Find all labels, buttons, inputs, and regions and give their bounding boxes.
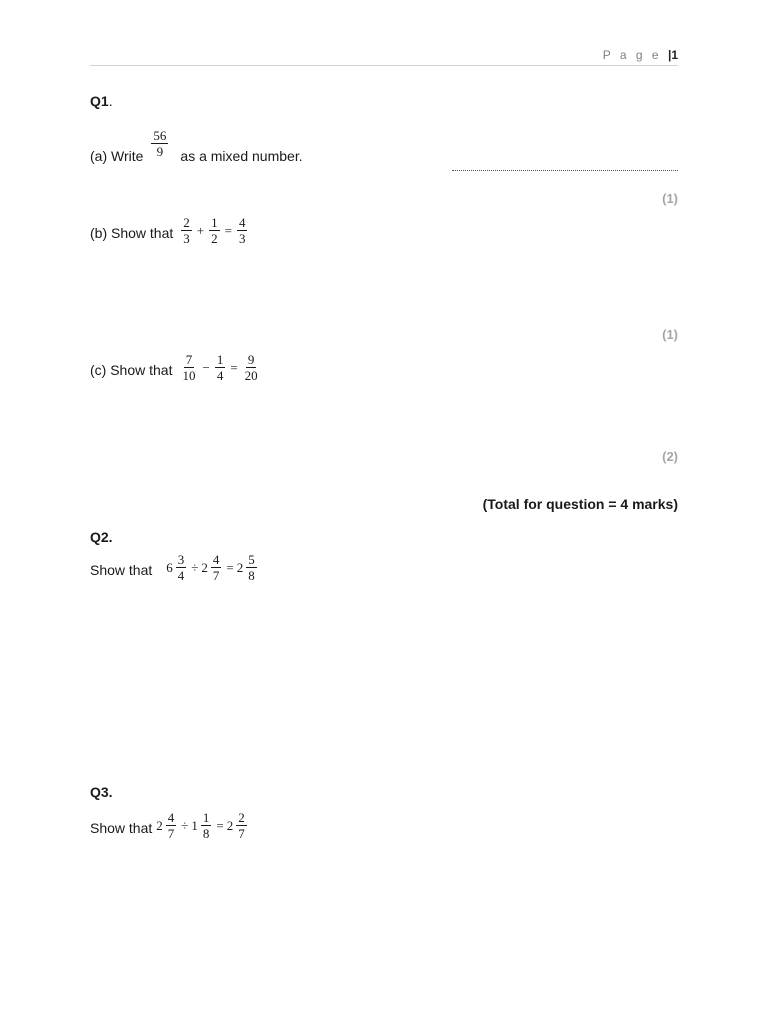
q1b-line [90,215,249,246]
q3-whole-2: 1 [191,817,198,833]
q1b-f1-den: 3 [183,231,190,246]
q1c-f1-den: 10 [182,368,196,383]
q3-f3-num: 2 [238,810,245,825]
q2-whole-2: 2 [201,559,208,575]
q3-f1-den: 7 [167,826,175,841]
q1b-equals: = [224,222,232,238]
q1b-f1-num: 2 [183,215,190,230]
q3-f1-num: 4 [167,810,175,825]
q2-prefix: Show that [90,562,153,578]
q2-expression [166,552,258,583]
q3-f2-num: 1 [202,810,210,825]
q3-f3-den: 7 [238,826,245,841]
q1c-f3-num: 9 [247,352,255,367]
page-number-header [603,48,678,62]
q1c-f2-num: 1 [216,352,224,367]
q1c-expression [178,352,261,383]
q1a-denominator: 9 [156,143,164,159]
q2-f3-den: 8 [248,568,255,583]
q1c-f1-num: 7 [185,352,193,367]
q3-whole-3: 2 [226,817,234,833]
q2-f2-num: 4 [212,552,220,567]
answer-line [452,170,678,171]
q1-total: (Total for question = 4 marks) [482,496,678,512]
page-separator: | [667,48,672,62]
q1a-prefix: (a) Write [90,148,144,164]
q2-whole-3: 2 [236,559,244,575]
q1c-minus: − [202,359,210,375]
q1b-f2-num: 1 [211,215,218,230]
q1c-marks: (2) [662,449,678,464]
q1c-line [90,352,262,383]
q3-label: Q3. [90,784,113,800]
q3-prefix: Show that [90,820,153,836]
q1-dot: . [108,93,113,109]
q3-divide: ÷ [181,817,189,833]
q1b-expression [179,215,249,246]
q2-whole-1: 6 [166,559,173,575]
q2-equals: = [226,559,234,575]
q1b-marks: (1) [662,327,678,342]
q1b-plus: + [196,222,205,238]
q1b-f3-num: 4 [238,215,246,230]
header-divider [90,65,678,66]
q1-label: Q1 [90,93,109,109]
q1a-line [90,122,303,164]
q1c-prefix: (c) Show that [90,362,173,378]
q1b-f2-den: 2 [211,231,218,246]
q1-heading [90,93,113,109]
q1b-f3-den: 3 [238,231,246,246]
q3-equals: = [216,817,224,833]
q3-whole-1: 2 [156,817,163,833]
q2-f2-den: 7 [212,568,220,583]
q2-line [90,552,259,583]
q2-f3-num: 5 [248,552,255,567]
q1a-suffix: as a mixed number. [180,148,303,164]
q1a-fraction [149,128,170,159]
q3-expression [156,810,248,841]
q2-f1-den: 4 [177,568,185,583]
q3-line [90,810,249,841]
q1a-numerator: 56 [153,127,167,143]
q1c-equals: = [230,359,238,375]
q1c-f2-den: 4 [216,368,224,383]
q2-f1-num: 3 [177,552,185,567]
q2-divide: ÷ [191,559,199,575]
q1b-prefix: (b) Show that [90,225,174,241]
q1a-marks: (1) [662,191,678,206]
q2-label: Q2. [90,529,113,545]
page-label: P a g e [602,48,662,62]
q3-f2-den: 8 [202,826,210,841]
q1c-f3-den: 20 [244,368,258,383]
page-number: 1 [671,48,678,62]
